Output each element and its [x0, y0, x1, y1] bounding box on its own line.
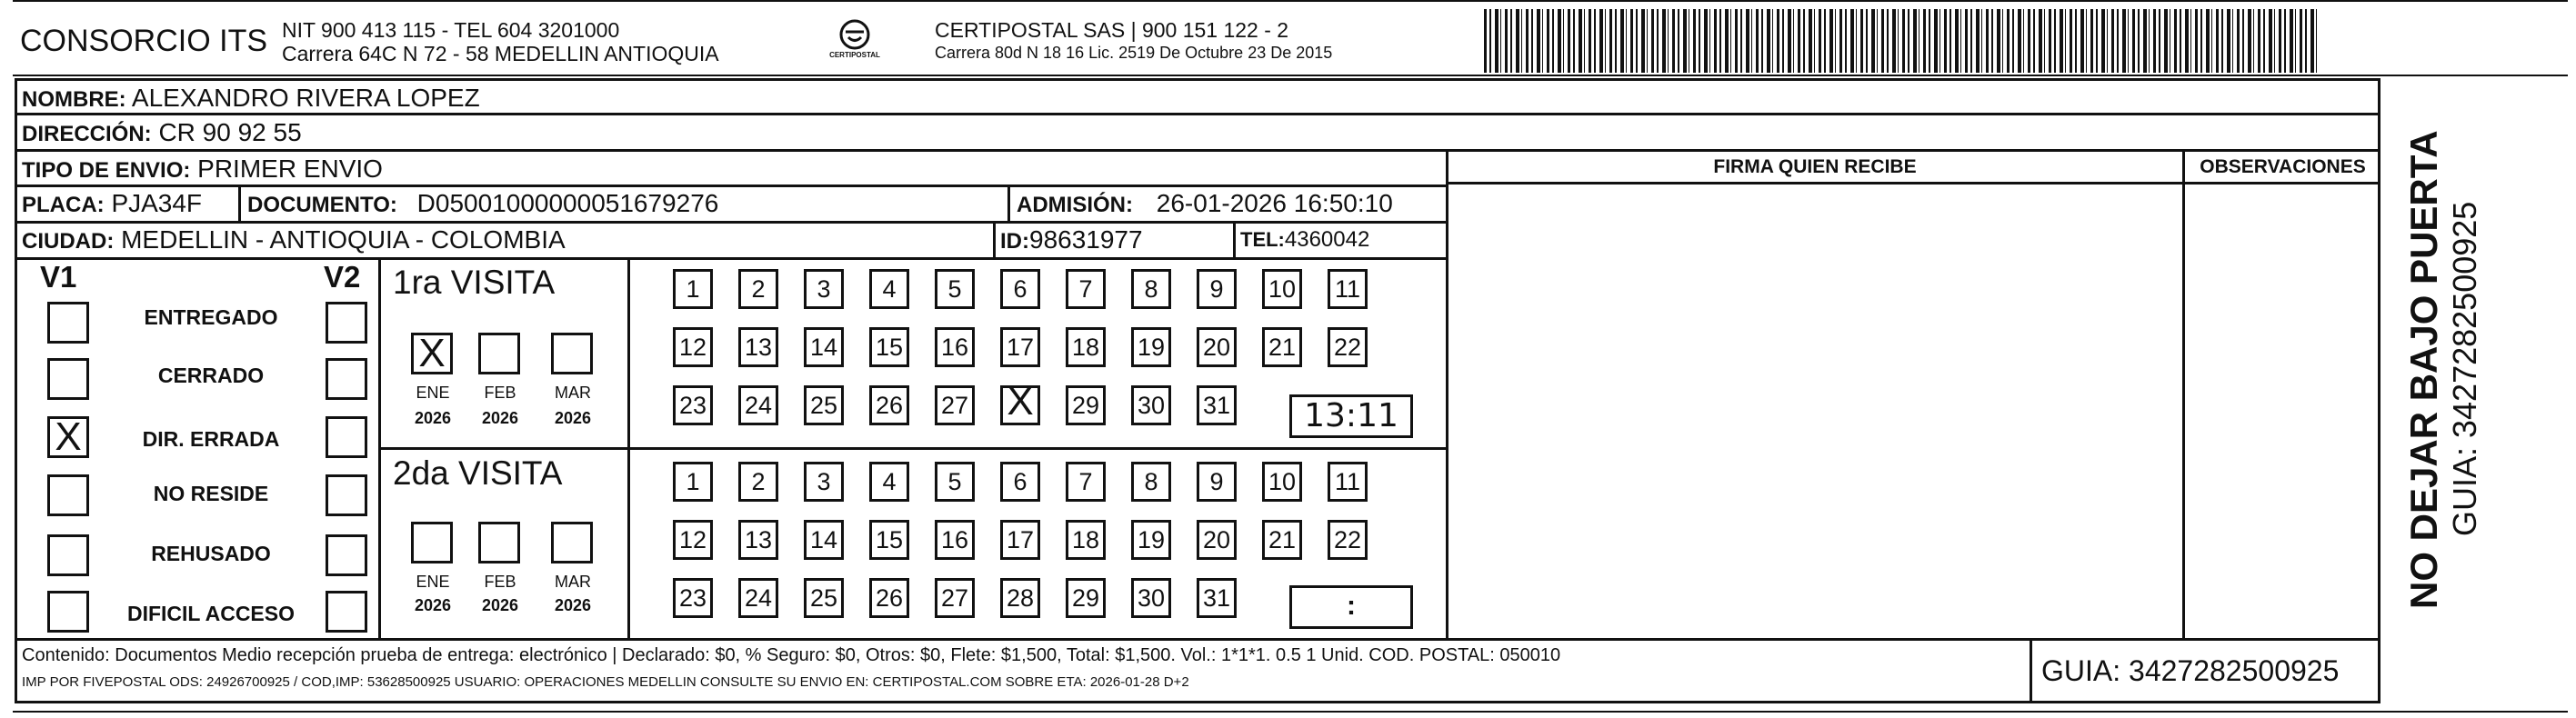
day-box[interactable]: 16 — [935, 520, 975, 560]
day-box[interactable]: 3 — [804, 269, 844, 309]
reason-dificil-acceso: DIFICIL ACCESO — [126, 602, 295, 625]
year: 2026 — [554, 409, 592, 427]
nombre-label: NOMBRE: — [22, 87, 126, 112]
day-box[interactable]: 31 — [1197, 385, 1237, 425]
day-box[interactable]: 23 — [673, 578, 713, 618]
month-ene: ENE — [416, 384, 450, 402]
v1-checkbox-dir-errada[interactable]: X — [47, 416, 89, 458]
day-box[interactable]: 11 — [1328, 269, 1368, 309]
day-box[interactable]: 16 — [935, 327, 975, 367]
year: 2026 — [481, 596, 519, 614]
v1-checkbox-cerrado[interactable] — [47, 358, 89, 400]
v1-checkbox-no-reside[interactable] — [47, 474, 89, 516]
day-box[interactable]: 1 — [673, 269, 713, 309]
v2-checkbox-cerrado[interactable] — [326, 358, 367, 400]
barcode — [1484, 9, 2320, 73]
day-box[interactable]: 12 — [673, 520, 713, 560]
year: 2026 — [554, 596, 592, 614]
v2-label: V2 — [324, 260, 361, 294]
day-box[interactable]: 31 — [1197, 578, 1237, 618]
second-visit-title: 2da VISITA — [393, 454, 563, 492]
day-box[interactable]: 27 — [935, 385, 975, 425]
side-guia: GUIA: 3427282500925 — [2446, 201, 2483, 536]
day-box[interactable]: 3 — [804, 462, 844, 502]
tel-value: 4360042 — [1284, 227, 1370, 252]
day-box[interactable]: 27 — [935, 578, 975, 618]
documento-label: DOCUMENTO: — [247, 193, 397, 217]
reason-no-reside: NO RESIDE — [153, 482, 269, 505]
tel-cell — [1240, 227, 1369, 253]
day-box[interactable]: 20 — [1197, 327, 1237, 367]
day-box[interactable]: 14 — [804, 520, 844, 560]
observaciones-label: OBSERVACIONES — [2200, 156, 2366, 177]
day-box[interactable]: 9 — [1197, 462, 1237, 502]
month-mar: MAR — [555, 573, 591, 591]
row-line — [1448, 182, 2381, 184]
v2-checkbox-entregado[interactable] — [326, 302, 367, 344]
header-divider — [13, 75, 2568, 76]
cell-line — [1233, 221, 1236, 257]
first-visit-month-mar[interactable] — [551, 333, 593, 374]
nombre-value: ALEXANDRO RIVERA LOPEZ — [131, 84, 480, 112]
cell-line — [1007, 184, 1010, 221]
direccion-row — [22, 118, 302, 147]
carrier-address: Carrera 80d N 18 16 Lic. 2519 De Octubre 23 De 2015 — [935, 44, 1333, 62]
day-box[interactable]: 11 — [1328, 462, 1368, 502]
month-mar: MAR — [555, 384, 591, 402]
day-box[interactable]: 7 — [1066, 462, 1106, 502]
day-box[interactable]: 15 — [869, 327, 909, 367]
day-box[interactable]: 30 — [1131, 385, 1171, 425]
id-value: 98631977 — [1029, 225, 1143, 254]
v2-checkbox-no-reside[interactable] — [326, 474, 367, 516]
day-box[interactable]: 2 — [738, 269, 778, 309]
tel-label: TEL: — [1240, 228, 1285, 251]
reason-entregado: ENTREGADO — [144, 305, 278, 329]
day-box[interactable]: 19 — [1131, 327, 1171, 367]
top-edge — [13, 0, 2568, 2]
day-box[interactable]: 4 — [869, 462, 909, 502]
day-box[interactable]: 24 — [738, 578, 778, 618]
second-visit-month-ene[interactable] — [411, 522, 453, 563]
row-line — [15, 113, 2381, 115]
day-box[interactable]: 19 — [1131, 520, 1171, 560]
v1-checkbox-dificil-acceso[interactable] — [47, 591, 89, 633]
side-warning: NO DEJAR BAJO PUERTA — [2402, 130, 2445, 609]
day-box[interactable]: 8 — [1131, 269, 1171, 309]
direccion-value: CR 90 92 55 — [158, 118, 302, 146]
documento-value: D05001000000051679276 — [416, 189, 719, 217]
tipo-value: PRIMER ENVIO — [197, 155, 383, 183]
section-line — [378, 447, 1448, 450]
company-nit: NIT 900 413 115 - TEL 604 3201000 — [282, 18, 620, 42]
cell-line — [993, 221, 996, 257]
day-box[interactable]: 25 — [804, 385, 844, 425]
day-box[interactable]: 10 — [1262, 462, 1302, 502]
year: 2026 — [414, 596, 452, 614]
admision-value: 26-01-2026 16:50:10 — [1156, 189, 1393, 217]
day-box[interactable]: 21 — [1262, 327, 1302, 367]
row-line — [15, 257, 1448, 260]
placa-label: PLACA: — [22, 193, 105, 217]
day-box[interactable]: 20 — [1197, 520, 1237, 560]
day-box[interactable]: 28 — [1000, 578, 1040, 618]
bottom-edge — [13, 711, 2568, 713]
day-box[interactable]: 1 — [673, 462, 713, 502]
day-box-marked[interactable] — [1000, 379, 1040, 425]
admision-cell — [1017, 189, 1393, 218]
day-box[interactable]: 7 — [1066, 269, 1106, 309]
placa-value: PJA34F — [111, 189, 203, 217]
day-box[interactable]: 4 — [869, 269, 909, 309]
day-box[interactable]: 9 — [1197, 269, 1237, 309]
day-box[interactable]: 22 — [1328, 520, 1368, 560]
tipo-label: TIPO DE ENVIO: — [22, 158, 191, 183]
v1-label: V1 — [40, 260, 77, 294]
day-box[interactable]: 26 — [869, 578, 909, 618]
month-feb: FEB — [484, 384, 516, 402]
day-box[interactable]: 24 — [738, 385, 778, 425]
footer-line — [15, 638, 2381, 641]
tipo-row — [22, 155, 383, 184]
footer-contenido: Contenido: Documentos Medio recepción prueba de entrega: electrónico | Declarado: $0, % Seguro: $0, Otros: $0, Flete: $1,500, Total: $1,500. Vol.: 1*1*1. 0.5 1 Unid. COD. POSTAL: 050010 — [22, 645, 1561, 665]
day-box[interactable]: 13 — [738, 520, 778, 560]
day-box[interactable]: 15 — [869, 520, 909, 560]
day-box[interactable]: 29 — [1066, 385, 1106, 425]
first-visit-time[interactable]: 13:11 — [1289, 394, 1413, 438]
ciudad-label: CIUDAD: — [22, 229, 115, 254]
direccion-label: DIRECCIÓN: — [22, 122, 152, 146]
id-cell — [1000, 225, 1143, 254]
ciudad-value: MEDELLIN - ANTIOQUIA - COLOMBIA — [121, 225, 566, 254]
day-mark: X — [1007, 379, 1034, 424]
day-box[interactable]: 17 — [1000, 520, 1040, 560]
logo-text: CERTIPOSTAL — [829, 51, 880, 59]
day-box[interactable]: 5 — [935, 462, 975, 502]
month-feb: FEB — [484, 573, 516, 591]
company-address: Carrera 64C N 72 - 58 MEDELLIN ANTIOQUIA — [282, 42, 719, 65]
day-box[interactable]: 6 — [1000, 462, 1040, 502]
day-box[interactable]: 21 — [1262, 520, 1302, 560]
carrier-name: CERTIPOSTAL SAS | 900 151 122 - 2 — [935, 18, 1289, 42]
nombre-row — [22, 84, 480, 113]
day-box[interactable]: 26 — [869, 385, 909, 425]
reason-cerrado: CERRADO — [157, 364, 265, 387]
second-visit-time[interactable]: : — [1289, 585, 1413, 629]
id-label: ID: — [1000, 229, 1029, 254]
day-box[interactable]: 13 — [738, 327, 778, 367]
day-box[interactable]: 8 — [1131, 462, 1171, 502]
footer-imp: IMP POR FIVEPOSTAL ODS: 24926700925 / COD,IMP: 53628500925 USUARIO: OPERACIONES MEDELLIN CONSULTE SU ENVIO EN: CERTIPOSTAL.COM SOBRE ETA: 2026-01-28 D+2 — [22, 674, 1189, 690]
day-box[interactable]: 2 — [738, 462, 778, 502]
year: 2026 — [481, 409, 519, 427]
day-box[interactable]: 10 — [1262, 269, 1302, 309]
row-line — [15, 149, 2381, 152]
reason-dir-errada: DIR. ERRADA — [142, 427, 280, 451]
row-line — [15, 184, 1448, 187]
reason-rehusado: REHUSADO — [151, 542, 271, 565]
ciudad-cell — [22, 225, 566, 254]
day-box[interactable]: 29 — [1066, 578, 1106, 618]
second-visit-month-mar[interactable] — [551, 522, 593, 563]
cell-line — [238, 184, 241, 221]
firma-label: FIRMA QUIEN RECIBE — [1713, 156, 1917, 177]
v1-checkbox-entregado[interactable] — [47, 302, 89, 344]
first-visit-title: 1ra VISITA — [393, 264, 556, 301]
day-box[interactable]: 23 — [673, 385, 713, 425]
certipostal-logo — [818, 16, 891, 71]
col-line — [1446, 149, 1448, 640]
day-box[interactable]: 18 — [1066, 327, 1106, 367]
day-box[interactable]: 5 — [935, 269, 975, 309]
month-ene: ENE — [416, 573, 450, 591]
day-box[interactable]: 22 — [1328, 327, 1368, 367]
v2-checkbox-dir-errada[interactable] — [326, 416, 367, 458]
second-visit-month-feb[interactable] — [478, 522, 520, 563]
admision-label: ADMISIÓN: — [1017, 193, 1133, 217]
v1-checkbox-rehusado[interactable] — [47, 534, 89, 576]
year: 2026 — [414, 409, 452, 427]
v2-checkbox-rehusado[interactable] — [326, 534, 367, 576]
first-visit-month-ene[interactable]: X — [411, 333, 453, 374]
day-box[interactable]: 25 — [804, 578, 844, 618]
day-box[interactable]: 18 — [1066, 520, 1106, 560]
documento-cell — [247, 189, 718, 218]
day-box[interactable]: 30 — [1131, 578, 1171, 618]
footer-divider — [2030, 638, 2032, 703]
day-box[interactable]: 17 — [1000, 327, 1040, 367]
day-box[interactable]: 14 — [804, 327, 844, 367]
company-name: CONSORCIO ITS — [20, 24, 268, 58]
day-box[interactable]: 12 — [673, 327, 713, 367]
col-line — [2182, 149, 2185, 640]
v2-checkbox-dificil-acceso[interactable] — [326, 591, 367, 633]
first-visit-month-feb[interactable] — [478, 333, 520, 374]
placa-cell — [22, 189, 202, 218]
day-box[interactable]: 6 — [1000, 269, 1040, 309]
footer-guia: GUIA: 3427282500925 — [2041, 654, 2340, 687]
